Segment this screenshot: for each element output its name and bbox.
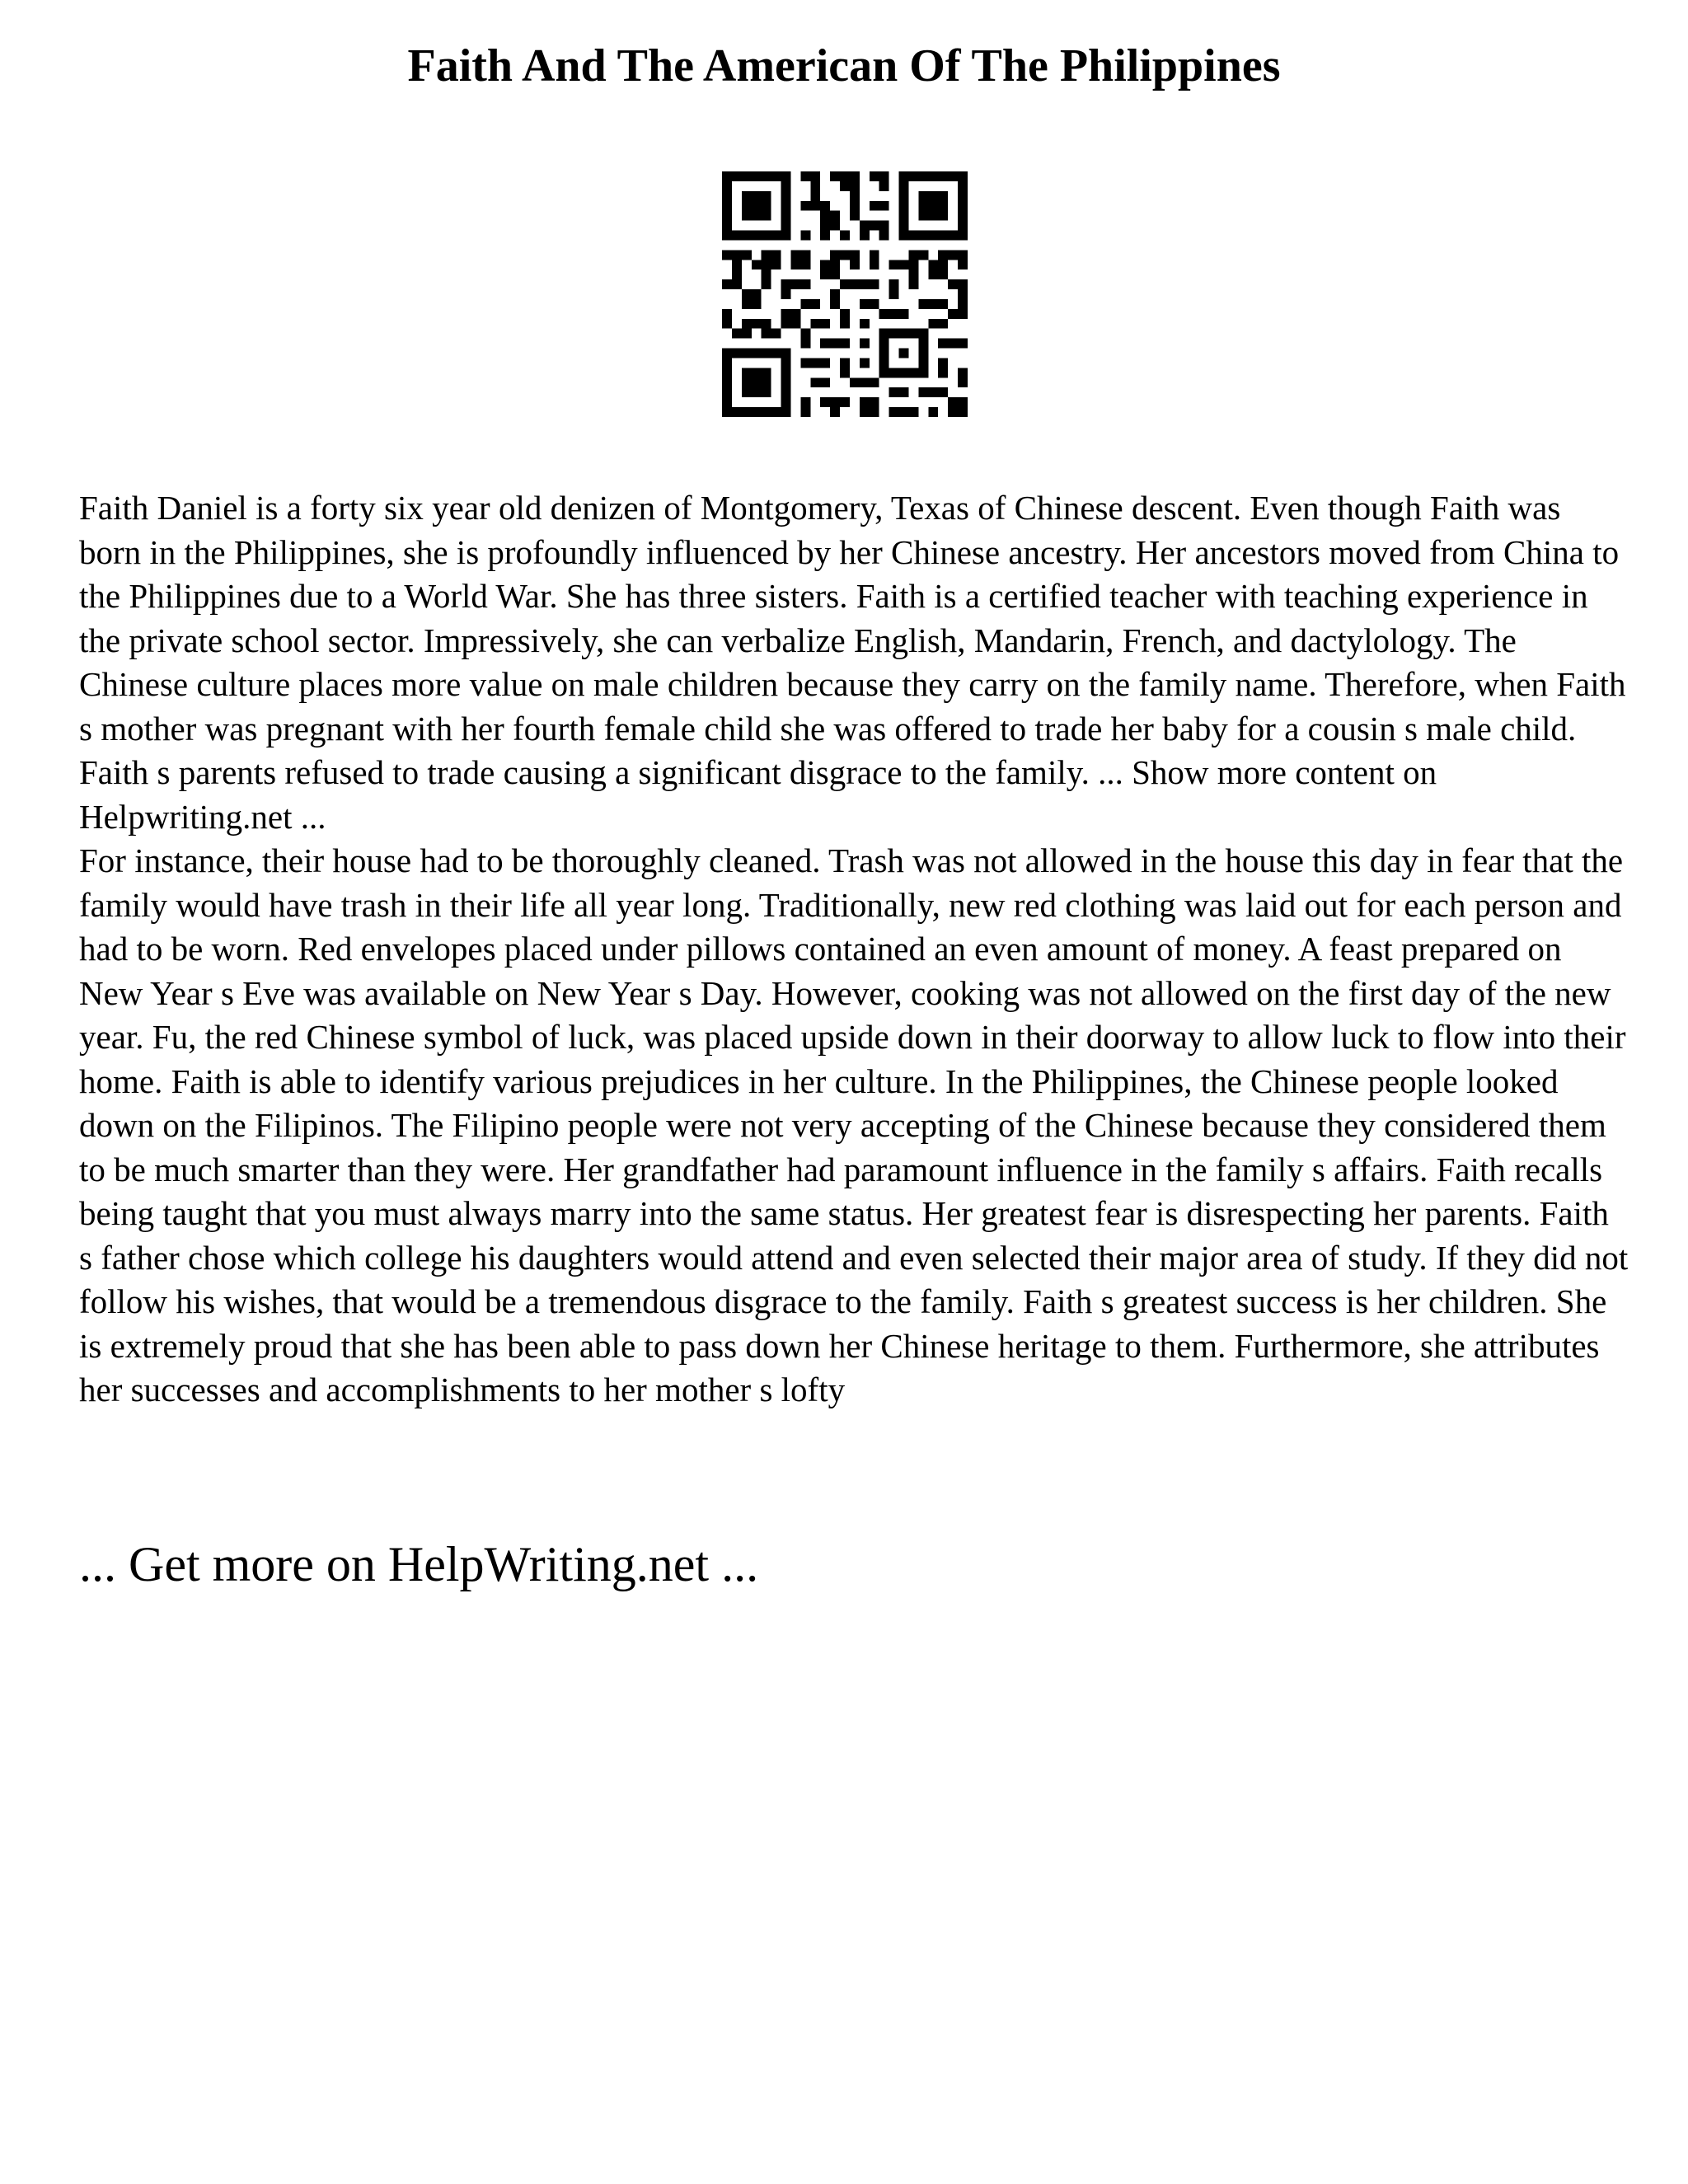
qr-code-icon: [722, 171, 968, 417]
get-more-link[interactable]: ... Get more on HelpWriting.net ...: [79, 1537, 759, 1591]
paragraph: Faith Daniel is a forty six year old denizen of Montgomery, Texas of Chinese descent. Even though Faith was born in the Philippines, she is profoundly influenced by her Chinese ancestry. Her ancestors moved from China to the Philippines due to a World War. She has three sisters. Faith is a certified teacher with teaching experience in the private school sector. Impressively, she can verbalize English, Mandarin, French, and dactylology. The Chinese culture places more value on male children because they carry on the family name. Therefore, when Faith s mother was pregnant with her fourth female child she was offered to trade her baby for a cousin s male child. Faith s parents refused to trade causing a significant disgrace to the family. ... Show more content on Helpwriting.net ...: [79, 489, 1626, 836]
document-title: Faith And The American Of The Philippines: [407, 40, 1281, 91]
article-body: [79, 486, 1629, 1413]
paragraph: For instance, their house had to be thoroughly cleaned. Trash was not allowed in the house this day in fear that the family would have trash in their life all year long. Traditionally, new red clothing was laid out for each person and had to be worn. Red envelopes placed under pillows contained an even amount of money. A feast prepared on New Year s Eve was available on New Year s Day. However, cooking was not allowed on the first day of the new year. Fu, the red Chinese symbol of luck, was placed upside down in their doorway to allow luck to flow into their home. Faith is able to identify various prejudices in her culture. In the Philippines, the Chinese people looked down on the Filipinos. The Filipino people were not very accepting of the Chinese because they considered them to be much smarter than they were. Her grandfather had paramount influence in the family s affairs. Faith recalls being taught that you must always marry into the same status. Her greatest fear is disrespecting her parents. Faith s father chose which college his daughters would attend and even selected their major area of study. If they did not follow his wishes, that would be a tremendous disgrace to the family. Faith s greatest success is her children. She is extremely proud that she has been able to pass down her Chinese heritage to them. Furthermore, she attributes her successes and accomplishments to her mother s lofty: [79, 841, 1629, 1408]
